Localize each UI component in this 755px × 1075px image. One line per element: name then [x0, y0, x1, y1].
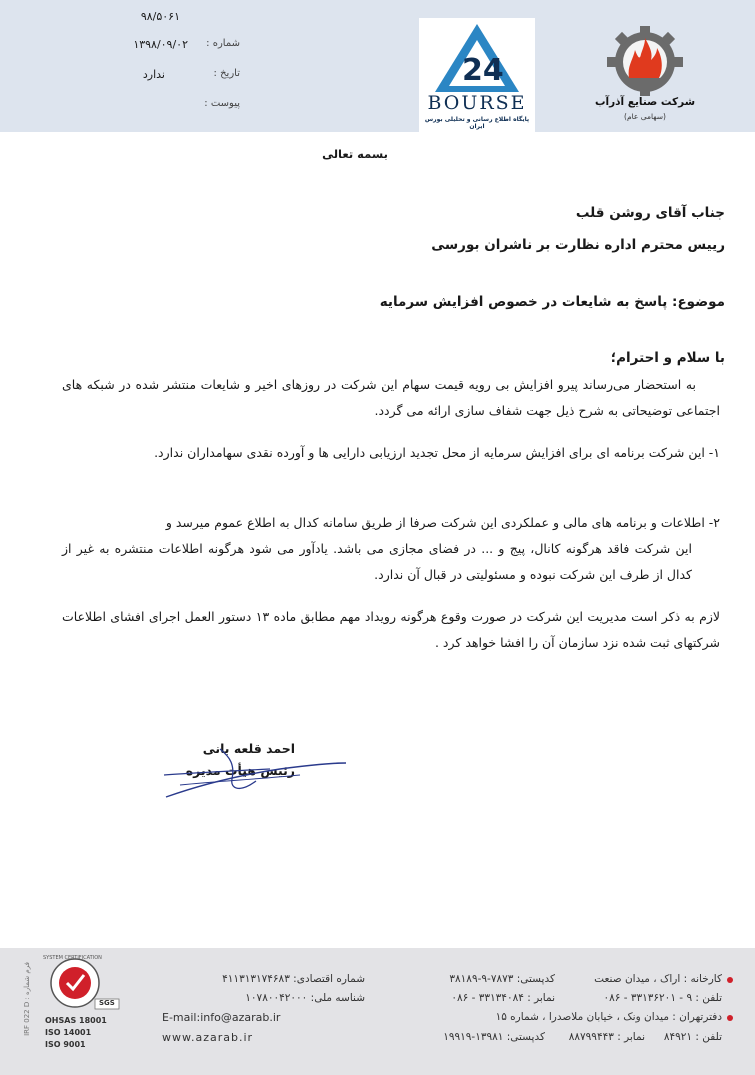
company-type: (سهامی عام): [624, 112, 666, 121]
website[interactable]: www.azarab.ir: [162, 1031, 254, 1044]
letter-number: ۹۸/۵۰۶۱: [140, 10, 180, 23]
greeting: با سلام و احترام؛: [610, 350, 725, 366]
factory-phone: تلفن : ۹ - ۳۳۱۳۶۲۰۱ - ۰۸۶: [603, 992, 722, 1004]
item-2-continuation: این شرکت فاقد هرگونه کانال، پیج و ... در فضای مجازی می باشد. یادآور می شود هرگونه اطلاعات منتشره به غیر از کدال از طرف این شرکت نبوده و مسئولیتی در قبال آن ندارد.: [62, 541, 692, 582]
company-name: شرکت صنایع آذرآب: [594, 96, 696, 108]
factory-address: کارخانه : اراک ، میدان صنعت: [594, 973, 722, 985]
economic-code: شماره اقتصادی: ۴۱۱۳۱۳۱۷۴۶۸۳: [222, 973, 365, 985]
sgs-label: SGS: [99, 999, 115, 1007]
office-phone: تلفن : ۸۴۹۲۱: [663, 1031, 722, 1043]
office-postal: کدپستی: ۱۳۹۸۱-۱۹۹۱۹: [443, 1031, 545, 1043]
factory-postal: کدپستی: ۷۸۷۳-۹-۳۸۱۸۹: [449, 973, 555, 985]
office-address: دفترتهران : میدان ونک ، خیابان ملاصدرا ، شماره ۱۵: [495, 1011, 722, 1023]
national-id: شناسه ملی: ۱۰۷۸۰۰۴۲۰۰۰: [245, 992, 365, 1004]
letter-subject: موضوع: پاسخ به شایعات در خصوص افزایش سرمایه: [379, 294, 725, 310]
bourse-subtitle: پایگاه اطلاع رسانی و تحلیلی بورس ایران: [424, 116, 530, 130]
closing-paragraph: لازم به ذکر است مدیریت این شرکت در صورت وقوع هرگونه رویداد مهم مطابق ماده ۱۳ دستور العمل اجرای افشای اطلاعات شرکتهای ثبت شده نزد سازمان آن را افشا خواهد کرد .: [62, 609, 721, 650]
office-fax: نمابر : ۸۸۷۹۹۴۴۳: [568, 1031, 645, 1043]
letter-date: ۱۳۹۸/۰۹/۰۲: [133, 38, 188, 51]
company-logo: [585, 24, 705, 129]
cert-ohsas: OHSAS 18001: [45, 1016, 107, 1025]
item-1-paragraph: ۱- این شرکت برنامه ای برای افزایش سرمایه از محل تجدید ارزیابی دارایی ها و آورده نقدی سهامداران ندارد.: [154, 445, 720, 460]
handwritten-signature-icon: [160, 735, 350, 805]
form-code: فرم شماره : IRF 022 D: [22, 962, 31, 1036]
factory-fax: نمابر : ۳۳۱۳۴۰۸۴ - ۰۸۶: [451, 992, 555, 1004]
email[interactable]: E-mail:info@azarab.ir: [162, 1011, 281, 1024]
basmala: بسمه تعالی: [322, 147, 388, 161]
signer-title: رئیس هیأت مدیره: [185, 763, 295, 778]
svg-text:24: 24: [462, 53, 504, 88]
signature-block: [160, 735, 350, 805]
certification-badge: [35, 955, 125, 1065]
attachment-label: پیوست :: [204, 98, 240, 109]
attachment-value: ندارد: [142, 68, 165, 81]
system-cert-label: SYSTEM CERTIFICATION: [43, 955, 102, 961]
office-bullet-icon: [727, 1015, 733, 1021]
item-2-first-line: ۲- اطلاعات و برنامه های مالی و عملکردی این شرکت صرفا از طریق سامانه کدال به اطلاع عموم میرسد و: [165, 515, 720, 530]
cert-iso14001: ISO 14001: [45, 1028, 92, 1037]
bourse-wordmark: BOURSE: [427, 92, 527, 114]
date-label-2: تاریخ :: [213, 68, 240, 79]
date-label: شماره :: [206, 38, 240, 49]
certification-list: [45, 1015, 107, 1051]
signer-name: احمد قلعه بانی: [202, 741, 295, 756]
intro-paragraph: به استحضار می‌رساند پیرو افزایش بی رویه قیمت سهام این شرکت در روزهای اخیر و شایعات منتشر شده در شبکه های اجتماعی توضیحاتی به شرح ذیل جهت شفاف سازی ارائه می گردد.: [62, 377, 720, 418]
bourse-logo: [419, 18, 535, 132]
bourse-triangle-icon: [419, 18, 535, 98]
cert-iso9001: ISO 9001: [45, 1040, 86, 1049]
item-2-paragraph: [62, 510, 720, 588]
recipient-name: جناب آقای روشن قلب: [575, 205, 725, 221]
factory-bullet-icon: [727, 977, 733, 983]
recipient-title: رییس محترم اداره نظارت بر ناشران بورسی: [431, 237, 725, 253]
gear-flame-icon: [585, 24, 705, 96]
